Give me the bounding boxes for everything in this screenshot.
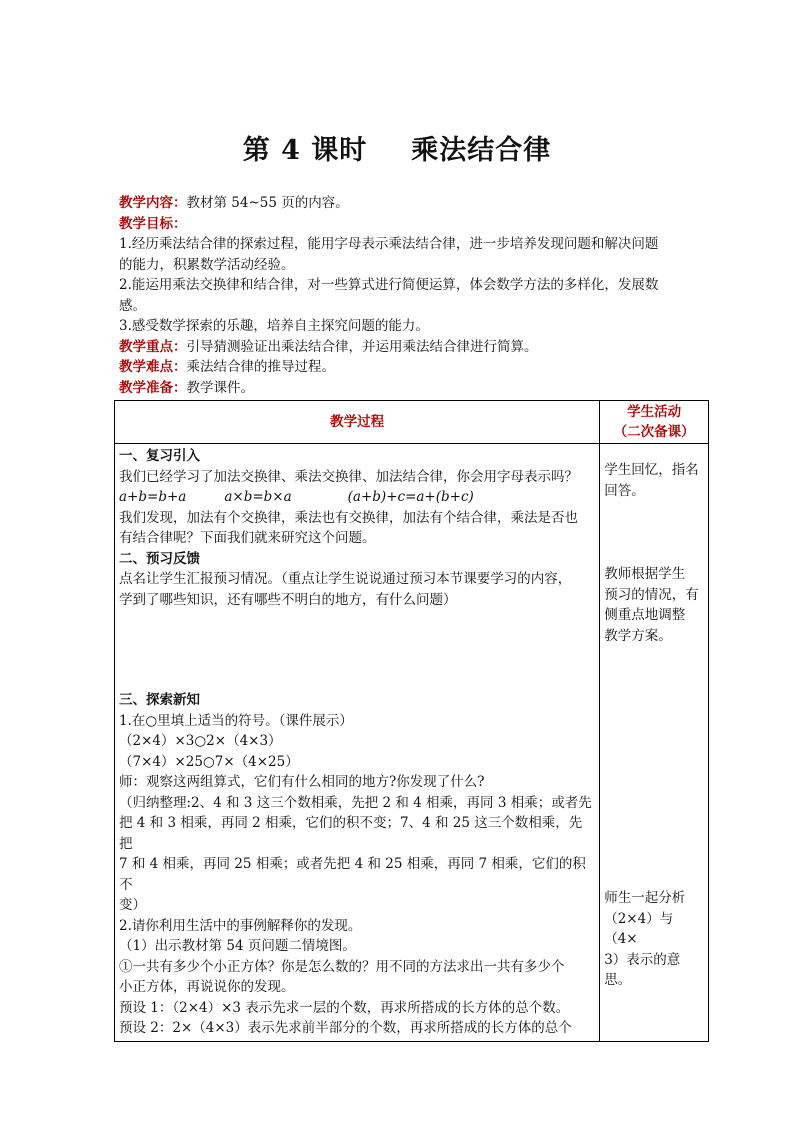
section-3-l8a: ①一共有多少个小正方体？你是怎么数的？用不同的方法求出一共有多少个 (119, 958, 565, 975)
header-process (115, 401, 600, 444)
activity-note-2c: 侧重点地调整 (604, 607, 686, 623)
activity-note-2a: 教师根据学生 (604, 566, 686, 582)
formula-row (119, 487, 595, 508)
activity-note-1a: 学生回忆，指名 (604, 462, 699, 478)
section-2-p1b: 学到了哪些知识，还有哪些不明白的地方，有什么问题） (119, 591, 457, 608)
header-student-activity (600, 401, 709, 444)
activity-note-1b: 回答。 (604, 482, 645, 499)
lesson-number: 第 4 课时 (242, 135, 368, 166)
section-3-l1: 1.在○里填上适当的符号。（课件展示） (119, 712, 353, 729)
activity-note-3c: 3）表示的意思。 (604, 951, 681, 988)
lesson-topic: 乘法结合律 (411, 135, 552, 166)
activity-note-3a: 师生一起分析 (604, 890, 686, 906)
table-header-row (115, 401, 709, 444)
activity-note-2b: 预习的情况，有 (604, 586, 699, 603)
key-text: 引导猜测验证出乘法结合律，并运用乘法结合律进行简算。 (186, 338, 538, 355)
section-3-l2: （2×4）×3○2×（4×3） (119, 733, 282, 749)
goals-label: 教学目标： (119, 215, 187, 232)
section-3-l3: （7×4）×25○7×（4×25） (119, 753, 299, 770)
formula-add-associative: (a+b)+c=a+(b+c) (347, 489, 474, 505)
activity-note-1 (604, 460, 704, 501)
process-cell (115, 444, 600, 1042)
section-3-l10: 预设 2：2×（4×3）表示先求前半部分的个数，再求所搭成的长方体的总个 (119, 1020, 572, 1036)
formula-add-commutative: a+b=b+a (119, 489, 187, 505)
section-3-l5a: （归纳整理:2、4 和 3 这三个数相乘，先把 2 和 4 相乘，再同 3 相乘；或者先 (119, 794, 592, 811)
section-1-title: 一、复习引入 (119, 448, 200, 464)
formula-mul-commutative: a×b=b×a (224, 489, 292, 505)
key-label: 教学重点： (119, 338, 187, 355)
lesson-plan-table (114, 400, 709, 1042)
table-body-row (115, 444, 709, 1042)
activity-cell (600, 444, 709, 1042)
header-activity-line1: 学生活动 (627, 403, 682, 420)
section-2-p1a: 点名让学生汇报预习情况。（重点让学生说说通过预习本节课要学习的内容， (119, 571, 572, 587)
content-text: 教材第 54~55 页的内容。 (186, 195, 349, 211)
prep-text: 教学课件。 (186, 379, 254, 396)
section-3-l5d: 变） (119, 897, 146, 913)
goal-1a: 1.经历乘法结合律的探索过程，能用字母表示乘法结合律，进一步培养发现问题和解决问题 (119, 236, 659, 252)
goal-1b: 的能力，积累数学活动经验。 (119, 256, 295, 273)
goal-3: 3.感受数学探索的乐趣，培养自主探究问题的能力。 (119, 318, 429, 334)
prep-label: 教学准备： (119, 379, 187, 396)
difficulty-label: 教学难点： (119, 359, 187, 375)
header-activity-line2: （二次备课） (613, 424, 695, 440)
section-1-p2b: 有结合律呢？下面我们就来研究这个问题。 (119, 530, 376, 546)
section-3-l9: 预设 1：（2×4）×3 表示先求一层的个数，再求所搭成的长方体的总个数。 (119, 999, 570, 1016)
activity-note-2d: 教学方案。 (604, 627, 672, 644)
header-process-label: 教学过程 (330, 413, 385, 430)
section-3-l6: 2.请你利用生活中的事例解释你的发现。 (119, 917, 362, 934)
section-3-l4: 师：观察这两组算式，它们有什么相同的地方?你发现了什么? (119, 774, 485, 790)
activity-note-3b: （2×4）与（4× (604, 910, 674, 947)
activity-note-2 (604, 564, 704, 646)
section-1-p2a: 我们发现，加法有个交换律，乘法也有交换律，加法有个结合律，乘法是否也 (119, 509, 578, 526)
section-3-l5c: 7 和 4 相乘，再同 25 相乘；或者先把 4 和 25 相乘，再同 7 相乘，它们的积不 (119, 856, 586, 893)
section-3-l5b: 把 4 和 3 相乘，再同 2 相乘，它们的积不变；7、4 和 25 这三个数相乘，先把 (119, 815, 583, 852)
difficulty-text: 乘法结合律的推导过程。 (186, 359, 335, 375)
page-title (0, 128, 794, 167)
section-1-question: 我们已经学习了加法交换律、乘法交换律、加法结合律，你会用字母表示吗？ (119, 468, 578, 485)
lesson-meta (119, 193, 699, 398)
section-3-l7: （1）出示教材第 54 页问题二情境图。 (119, 938, 356, 954)
section-3-title: 三、探索新知 (119, 692, 200, 708)
goal-2a: 2.能运用乘法交换律和结合律，对一些算式进行简便运算，体会数学方法的多样化，发展数 (119, 277, 659, 293)
section-3-l8b: 小正方体，再说说你的发现。 (119, 979, 295, 995)
section-2-title: 二、预习反馈 (119, 550, 200, 567)
activity-note-3 (604, 888, 704, 991)
goal-2b: 感。 (119, 297, 146, 314)
content-label: 教学内容： (119, 195, 187, 211)
